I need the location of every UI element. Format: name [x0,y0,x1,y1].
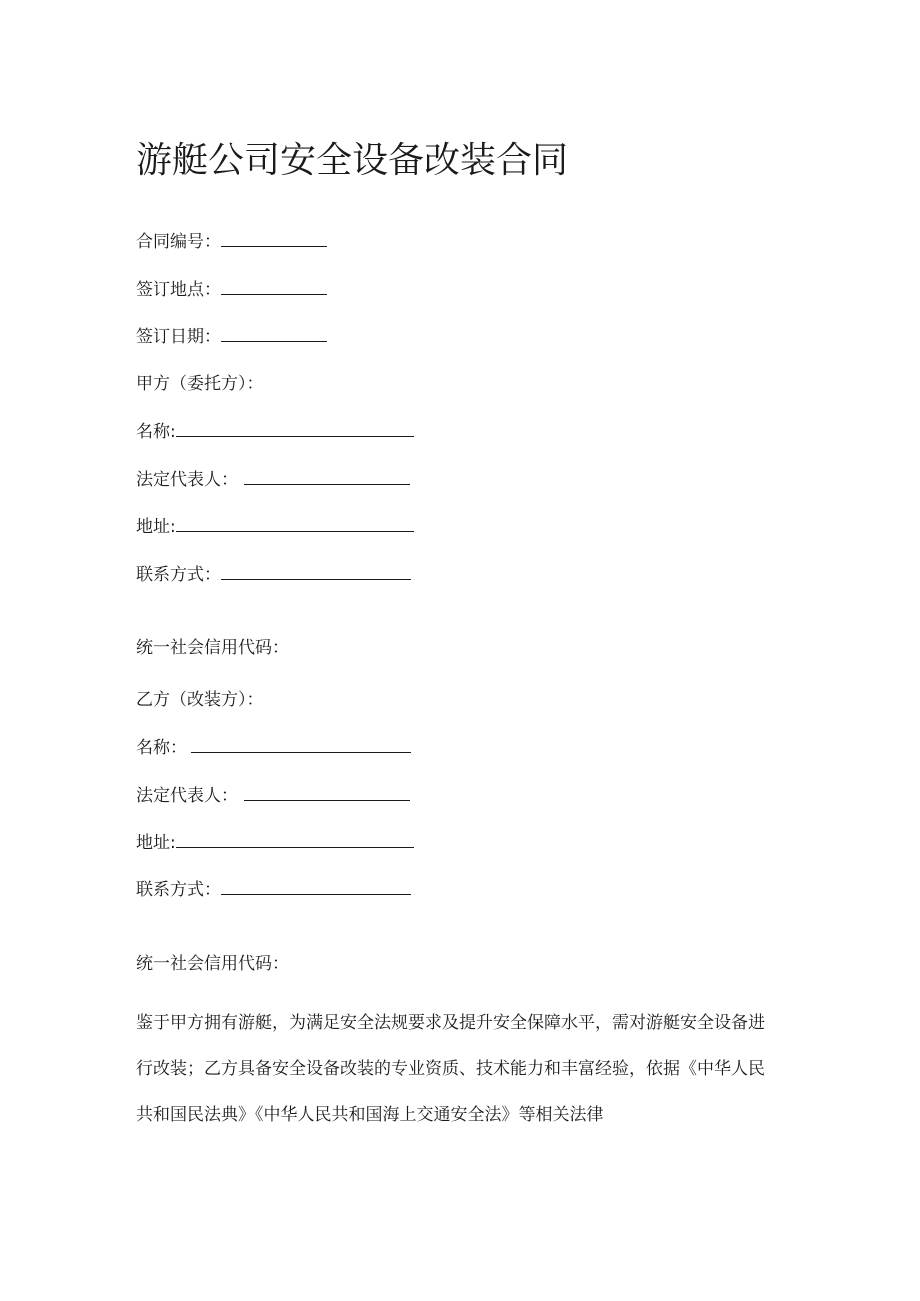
preamble-line-2: 行改装；乙方具备安全设备改装的专业资质、技术能力和丰富经验，依据《中华人民 [136,1059,765,1079]
party-b-name-blank[interactable] [191,735,411,753]
party-a-name-blank[interactable] [176,419,414,437]
contract-number-row [136,229,327,254]
party-a-contact-label: 联系方式： [136,565,221,585]
preamble-line-3: 共和国民法典》《中华人民共和国海上交通安全法》等相关法律 [136,1105,604,1125]
sign-date-row [136,324,327,349]
party-a-contact-blank[interactable] [221,562,411,580]
document-title: 游艇公司安全设备改装合同 [136,140,569,181]
party-a-legal-rep-blank[interactable] [244,467,410,485]
contract-number-blank[interactable] [221,229,327,247]
party-b-contact-label: 联系方式： [136,880,221,900]
party-a-address-label: 地址: [136,517,176,537]
party-a-contact-row [136,562,411,587]
party-a-legal-rep-label: 法定代表人： [136,470,238,490]
preamble-paragraph [136,1000,776,1138]
party-b-heading: 乙方（改装方）： [136,690,264,710]
party-b-contact-row [136,877,411,902]
party-a-name-label: 名称: [136,422,176,442]
sign-place-label: 签订地点： [136,280,221,300]
party-a-name-row [136,419,414,444]
party-a-legal-rep-row [136,467,410,492]
party-b-address-blank[interactable] [176,830,414,848]
preamble-line-1: 鉴于甲方拥有游艇，为满足安全法规要求及提升安全保障水平，需对游艇安全设备进 [136,1013,765,1033]
party-b-name-label: 名称： [136,738,187,758]
party-a-address-row [136,514,414,539]
party-b-legal-rep-row [136,783,410,808]
party-b-legal-rep-label: 法定代表人： [136,786,238,806]
party-b-address-row [136,830,414,855]
sign-date-blank[interactable] [221,324,327,342]
party-b-address-label: 地址: [136,833,176,853]
party-b-legal-rep-blank[interactable] [244,783,410,801]
party-b-credit-code-row: 统一社会信用代码： [136,954,289,974]
sign-place-blank[interactable] [221,277,327,295]
contract-number-label: 合同编号： [136,232,221,252]
party-b-contact-blank[interactable] [221,877,411,895]
party-a-heading: 甲方（委托方）： [136,374,264,394]
sign-place-row [136,277,327,302]
party-a-credit-code-row: 统一社会信用代码： [136,638,289,658]
sign-date-label: 签订日期： [136,327,221,347]
party-b-name-row [136,735,411,760]
party-a-address-blank[interactable] [176,514,414,532]
